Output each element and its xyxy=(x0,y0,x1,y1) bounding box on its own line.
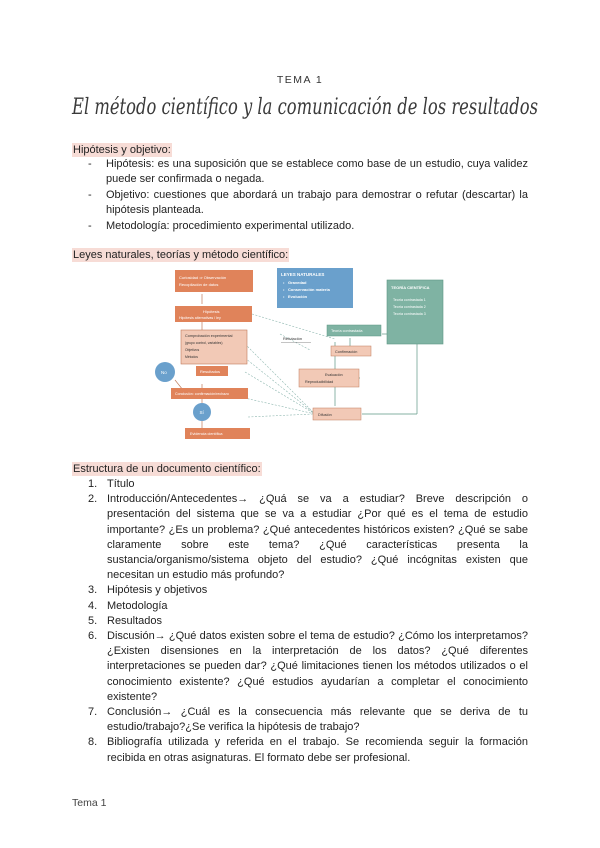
list-item: - Hipótesis: es una suposición que se establece como base de un estudio, cuya validez puede ser confirmada o negada. xyxy=(88,158,528,186)
list-item: 5. Resultados xyxy=(88,614,163,627)
handwritten-title-text: El método científico y la comunicación de los resultados xyxy=(71,95,539,120)
box-conclusion-label: Conclusión: confirmación/rechazo xyxy=(175,392,229,396)
page-footer-label: Tema 1 xyxy=(72,797,107,809)
list-item: 1. Título xyxy=(88,478,135,490)
list-item: 2. Introducción/Antecedentes→ ¿Quá se va a estudiar? Breve descripción o presentación del sistema que se va a estudiar ¿Por qué es el tema de estudio importante? ¿Es un problema? ¿Qué antecedentes históricos existen? ¿Qué se sabe claramente sobre este tema? ¿Qué características presenta la sustancia/organismo/sistema objeto del estudio? ¿Qué incógnitas existen que necesitan un estudio más profundo? xyxy=(88,493,528,582)
box-observation xyxy=(175,270,253,292)
list-item: - Objetivo: cuestiones que abordará un trabajo para demostrar o refutar (descartar) la hipótesis planteada. xyxy=(88,188,528,217)
circle-si-label: Sí xyxy=(199,410,204,415)
list-item: 8. Bibliografía utilizada y referida en el trabajo. Se recomienda seguir la formación recibida en otras asignaturas. El formato debe ser profesional. xyxy=(88,736,528,764)
box-hypothesis-line2: Hipótesis alternativas / ley xyxy=(179,316,221,320)
box-natural-laws-title: LEYES NATURALES xyxy=(281,272,325,277)
box-observation-line1: Curiosidad ⇒ Observación xyxy=(179,275,227,280)
box-confirmation-label: Confirmación xyxy=(335,350,358,354)
list-item: - Metodología: procedimiento experimental utilizado. xyxy=(88,219,355,232)
box-difusion-label: Difusión xyxy=(318,413,332,417)
list-item: 6. Discusión→ ¿Qué datos existen sobre el tema de estudio? ¿Cómo los interpretamos?¿Existen disensiones en la interpretación de los datos? ¿Qué diferentes interpretaciones se pueden dar? ¿Qué limitaciones tienen los métodos utilizados o el conocimiento existente? ¿Qué estudios ayudarían a completar el conocimiento existente? xyxy=(88,630,528,703)
box-scientific-evidence-label: Evidencia científica xyxy=(190,432,223,436)
hypothesis-list xyxy=(88,157,528,234)
list-item: 3. Hipótesis y objetivos xyxy=(88,584,208,597)
svg-text:•: • xyxy=(283,294,285,299)
theory-item: Teoría contrastada 3 xyxy=(393,312,426,316)
refutation-label: Refutación xyxy=(283,336,303,341)
handwritten-title xyxy=(70,86,540,126)
scientific-method-diagram xyxy=(155,268,450,444)
box-experiment-line3: Objetivos xyxy=(185,348,200,352)
structure-list xyxy=(88,477,528,766)
box-contrasted-theory-label: Teoría contrastada xyxy=(331,329,363,333)
list-item: 4. Metodología xyxy=(88,599,168,612)
page-header-label: TEMA 1 xyxy=(276,74,324,86)
svg-text:•: • xyxy=(283,287,285,292)
law-item: Evolución xyxy=(288,294,308,299)
circle-no-label: No xyxy=(161,370,167,375)
law-item: Conservación materia xyxy=(288,287,330,292)
box-reproducibility-line2: Reproducibilidad xyxy=(305,380,334,384)
theory-item: Teoría contrastada 2 xyxy=(393,305,426,309)
box-hypothesis-line1: Hipótesis xyxy=(203,309,220,314)
section-heading-structure: Estructura de un documento científico: xyxy=(73,463,261,475)
box-experiment-line4: Métodos xyxy=(185,355,199,359)
box-experiment-line2: (grupo control, variables) xyxy=(185,341,223,345)
theory-item: Teoría contrastada 1 xyxy=(393,298,426,302)
law-item: Gravedad xyxy=(288,280,307,285)
box-scientific-theory-title: TEORÍA CIENTÍFICA xyxy=(391,285,430,290)
section-heading-laws: Leyes naturales, teorías y método científico: xyxy=(73,249,289,261)
box-observation-line2: Recopilación de datos xyxy=(179,282,219,287)
box-reproducibility xyxy=(299,369,359,387)
box-reproducibility-line1: Evaluación xyxy=(325,373,343,377)
list-item: 7. Conclusión→ ¿Cuál es la consecuencia más relevante que se deriva de tu estudio/trabajo?¿Se verifica la hipótesis de trabajo? xyxy=(88,706,528,734)
box-experiment-line1: Comprobación experimental xyxy=(185,334,233,338)
section-heading-hypothesis: Hipótesis y objetivo: xyxy=(73,144,171,156)
box-results-label: Resultados xyxy=(200,369,221,374)
svg-text:•: • xyxy=(283,280,285,285)
